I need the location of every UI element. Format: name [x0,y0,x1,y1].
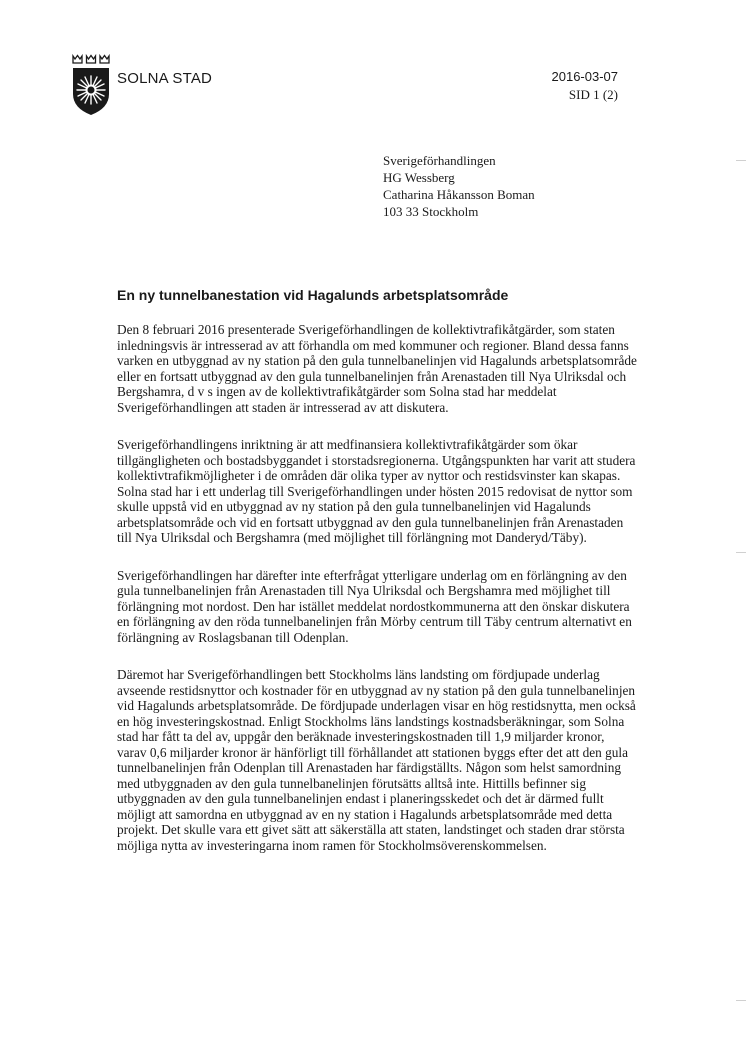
page-number: SID 1 (2) [568,87,618,102]
scan-margin-mark [736,160,746,161]
date-block [552,68,619,104]
body-paragraph: Sverigeförhandlingens inriktning är att medfinansiera kollektivtrafikåtgärder som ökar tillgängligheten och bostadsbyggandet i storstadsregionerna. Utgångspunkten har varit att studera kollektivtrafikmöjligheter i de områden där olika typer av nyttor och restidsvinster kan skapas. Solna stad har i ett underlag till Sverigeförhandlingen under hösten 2015 redovisat de nyttor som skulle uppstå vid en utbyggnad av ny station på den gula tunnelbanelinjen vid Hagalunds arbetsplatsområde och vid en fortsatt utbyggnad av den gula tunnelbanelinjen från Arenastaden till Nya Ulriksdal och Bergshamra (med möjlighet till förlängning mot Danderyd/Täby). [117,437,636,545]
body-paragraph: Däremot har Sverigeförhandlingen bett Stockholms läns landsting om fördjupade underlag avseende restidsnyttor och kostnader för en utbyggnad av ny station på den gula tunnelbanelinjen vid Hagalunds arbetsplatsområde. De fördjupade underlagen visar en hög restidsnytta, men också en hög investeringskostnad. Enligt Stockholms läns landstings kostnadsberäkningar, som Solna stad har fått ta del av, uppgår den beräknade investeringskostnaden till 1,9 miljarder kronor, varav 0,6 miljarder kronor är hänförligt till förhållandet att stationen byggs efter det att den gula tunnelbanelinjen från Odenplan till Arenastaden har färdigställts. Någon som helst samordning med utbyggnaden av den gula tunnelbanelinjen förutsätts alltså inte. Hittills befinner sig utbyggnaden av den gula tunnelbanelinjen endast i planeringsskedet och det är därmed fullt möjligt att samordna en utbyggnad av en ny station i Hagalunds arbetsplatsområde med detta projekt. Det skulle vara ett givet sätt att säkerställa att staten, landstinget och staden drar största möjliga nytta av investeringarna inom ramen för Stockholmsöverenskommelsen. [117,667,636,853]
organization-name: SOLNA STAD [117,70,213,87]
body-paragraph: Den 8 februari 2016 presenterade Sverigeförhandlingen de kollektivtrafikåtgärder, som staten inledningsvis är intresserad av att förhandla om med kommuner och regioner. Bland dessa fanns varken en utbyggnad av ny station på den gula tunnelbanelinjen vid Hagalunds arbetsplatsområde eller en fortsatt utbyggnad av den gula tunnelbanelinjen från Arenastaden till Nya Ulriksdal och Bergshamra, d v s ingen av de kollektivtrafikåtgärder som Solna stad har meddelat Sverigeförhandlingen att staden är intresserad av att diskutera. [117,322,637,415]
body-paragraph: Sverigeförhandlingen har därefter inte efterfrågat ytterligare underlag om en förlängning av den gula tunnelbanelinjen från Arenastaden till Nya Ulriksdal och Bergshamra med möjlighet till förlängning mot nordost. Den har istället meddelat nordostkommunerna att den önskar diskutera en förlängning av den röda tunnelbanelinjen från Mörby centrum till Täby centrum alternativt en förlängning av Roslagsbanan till Odenplan. [117,567,632,645]
recipient-line: Sverigeförhandlingen [383,153,496,168]
recipient-line: Catharina Håkansson Boman [383,187,535,202]
letter-date: 2016-03-07 [551,69,618,84]
recipient-line: 103 33 Stockholm [383,204,479,219]
recipient-line: HG Wessberg [383,170,455,185]
recipient-address [383,152,535,220]
scan-margin-mark [736,552,746,553]
solna-coat-of-arms-icon [70,52,112,116]
document-title: En ny tunnelbanestation vid Hagalunds arbetsplatsområde [117,287,509,303]
scan-margin-mark [736,1000,746,1001]
letter-body [117,322,637,875]
